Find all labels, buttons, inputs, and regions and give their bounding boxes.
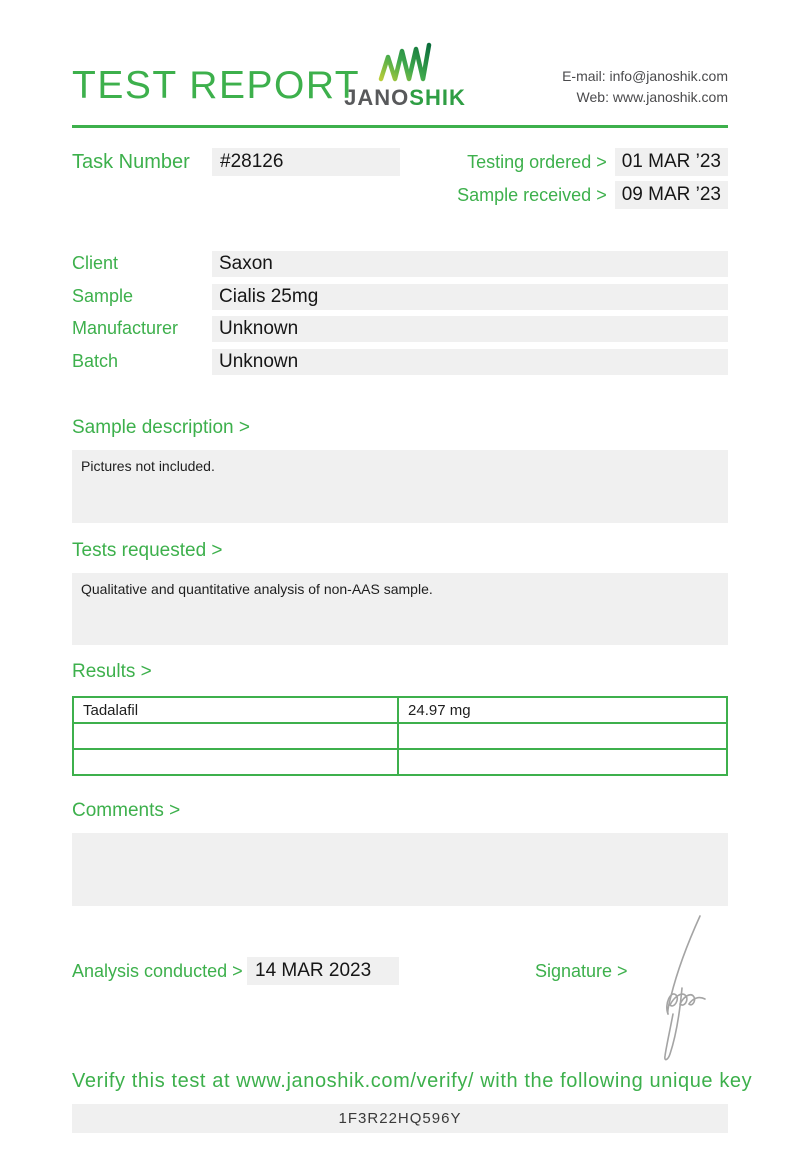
task-number-value: #28126 — [212, 148, 400, 176]
result-amount: 24.97 mg — [398, 697, 727, 723]
sample-description-heading: Sample description > — [72, 417, 250, 438]
signature-label: Signature > — [535, 961, 628, 981]
contact-email: E-mail: info@janoshik.com — [562, 68, 728, 84]
result-analyte: Tadalafil — [73, 697, 398, 723]
signature-image — [636, 912, 716, 1067]
verify-instruction: Verify this test at www.janoshik.com/verify/ with the following unique key — [72, 1070, 753, 1092]
contact-web: Web: www.janoshik.com — [576, 89, 728, 105]
testing-ordered-label: Testing ordered > — [467, 151, 607, 172]
logo-jano: JANO — [344, 85, 410, 110]
manufacturer-label: Manufacturer — [72, 318, 179, 338]
sample-received-label: Sample received > — [457, 184, 607, 205]
batch-label: Batch — [72, 351, 119, 371]
results-heading: Results > — [72, 661, 152, 682]
results-row — [73, 749, 727, 775]
result-amount — [398, 723, 727, 749]
results-row — [73, 697, 727, 723]
analysis-conducted-value: 14 MAR 2023 — [247, 957, 399, 985]
result-analyte — [73, 749, 398, 775]
client-value: Saxon — [212, 251, 728, 277]
tests-requested-text: Qualitative and quantitative analysis of non-AAS sample. — [81, 581, 433, 597]
janoshik-logo — [340, 42, 470, 111]
tests-requested-box — [72, 573, 728, 645]
sample-label: Sample — [72, 286, 134, 306]
result-amount — [398, 749, 727, 775]
task-number-label: Task Number — [72, 151, 190, 173]
header-divider — [72, 125, 728, 128]
results-table — [72, 696, 728, 776]
logo-shik: SHIK — [409, 85, 466, 110]
testing-ordered-value: 01 MAR ’23 — [615, 148, 728, 176]
testing-ordered-row — [467, 148, 728, 176]
sample-received-value: 09 MAR ’23 — [615, 181, 728, 209]
comments-box — [72, 833, 728, 906]
result-analyte — [73, 723, 398, 749]
sample-received-row — [457, 181, 728, 209]
unique-key: 1F3R22HQ596Y — [72, 1104, 728, 1133]
client-label: Client — [72, 253, 119, 273]
sample-description-text: Pictures not included. — [81, 458, 215, 474]
sample-description-box — [72, 450, 728, 523]
page-title: TEST REPORT — [72, 64, 361, 107]
contact-info — [562, 66, 728, 108]
batch-value: Unknown — [212, 349, 728, 375]
results-row — [73, 723, 727, 749]
sample-value: Cialis 25mg — [212, 284, 728, 310]
tests-requested-heading: Tests requested > — [72, 540, 223, 561]
logo-chart-icon — [378, 42, 432, 84]
comments-heading: Comments > — [72, 800, 181, 821]
manufacturer-value: Unknown — [212, 316, 728, 342]
analysis-conducted-label: Analysis conducted > — [72, 961, 243, 981]
logo-wordmark — [340, 85, 470, 111]
